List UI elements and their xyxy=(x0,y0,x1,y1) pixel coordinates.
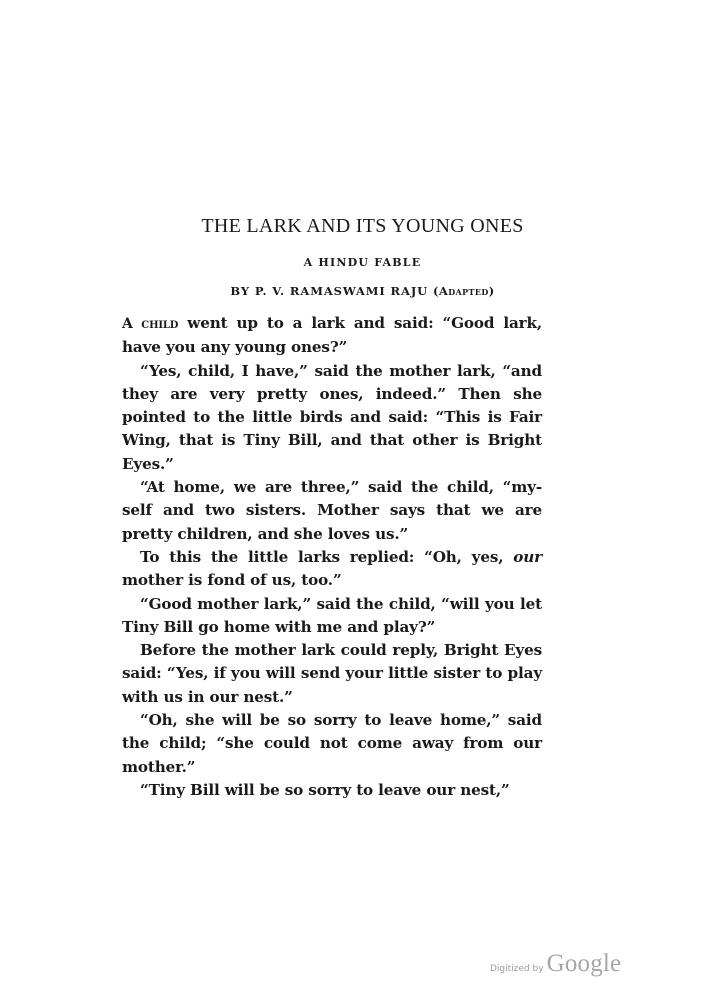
paragraph xyxy=(122,546,542,593)
paragraph: “Tiny Bill will be so sorry to leave our nest,” xyxy=(140,780,510,799)
emphasized-word: our xyxy=(513,547,542,566)
digitized-watermark xyxy=(490,950,621,978)
story-title: THE LARK AND ITS YOUNG ONES xyxy=(201,215,524,237)
drop-lead-words: A child xyxy=(122,316,179,332)
digitized-label: Digitized by xyxy=(490,964,544,974)
paragraph: “Good mother lark,” said the child, “will you let Tiny Bill go home with me and play?” xyxy=(122,594,542,636)
paragraph: “Oh, she will be so sorry to leave home,” said the child; “she could not come away from our mother.” xyxy=(122,711,542,776)
paragraph: “Yes, child, I have,” said the mother lark, “and they are very pretty ones, indeed.” Then she pointed to the little birds and said: “This is Fair Wing, that is Tiny Bill, and that other is Bright Eyes.” xyxy=(122,361,542,473)
paragraph: “At home, we are three,” said the child, “my-self and two sisters. Mother says that we are pretty children, and she loves us.” xyxy=(122,478,542,543)
paragraph xyxy=(122,312,542,360)
paragraph-text: went up to a lark and said: “Good lark, have you any young ones?” xyxy=(122,314,542,357)
story-subtitle: A HINDU FABLE xyxy=(303,256,422,269)
paragraph-text: mother is fond of us, too.” xyxy=(122,571,342,590)
google-logo: Google xyxy=(546,950,622,977)
story-body xyxy=(122,312,542,802)
adaptation-note: (Adapted) xyxy=(433,284,495,298)
author-byline xyxy=(0,284,725,298)
paragraph-text: To this the little larks replied: “Oh, yes, xyxy=(140,547,514,566)
author-name: BY P. V. RAMASWAMI RAJU xyxy=(230,284,429,298)
paragraph: Before the mother lark could reply, Bright Eyes said: “Yes, if you will send your little sister to play with us in our nest.” xyxy=(122,641,542,706)
